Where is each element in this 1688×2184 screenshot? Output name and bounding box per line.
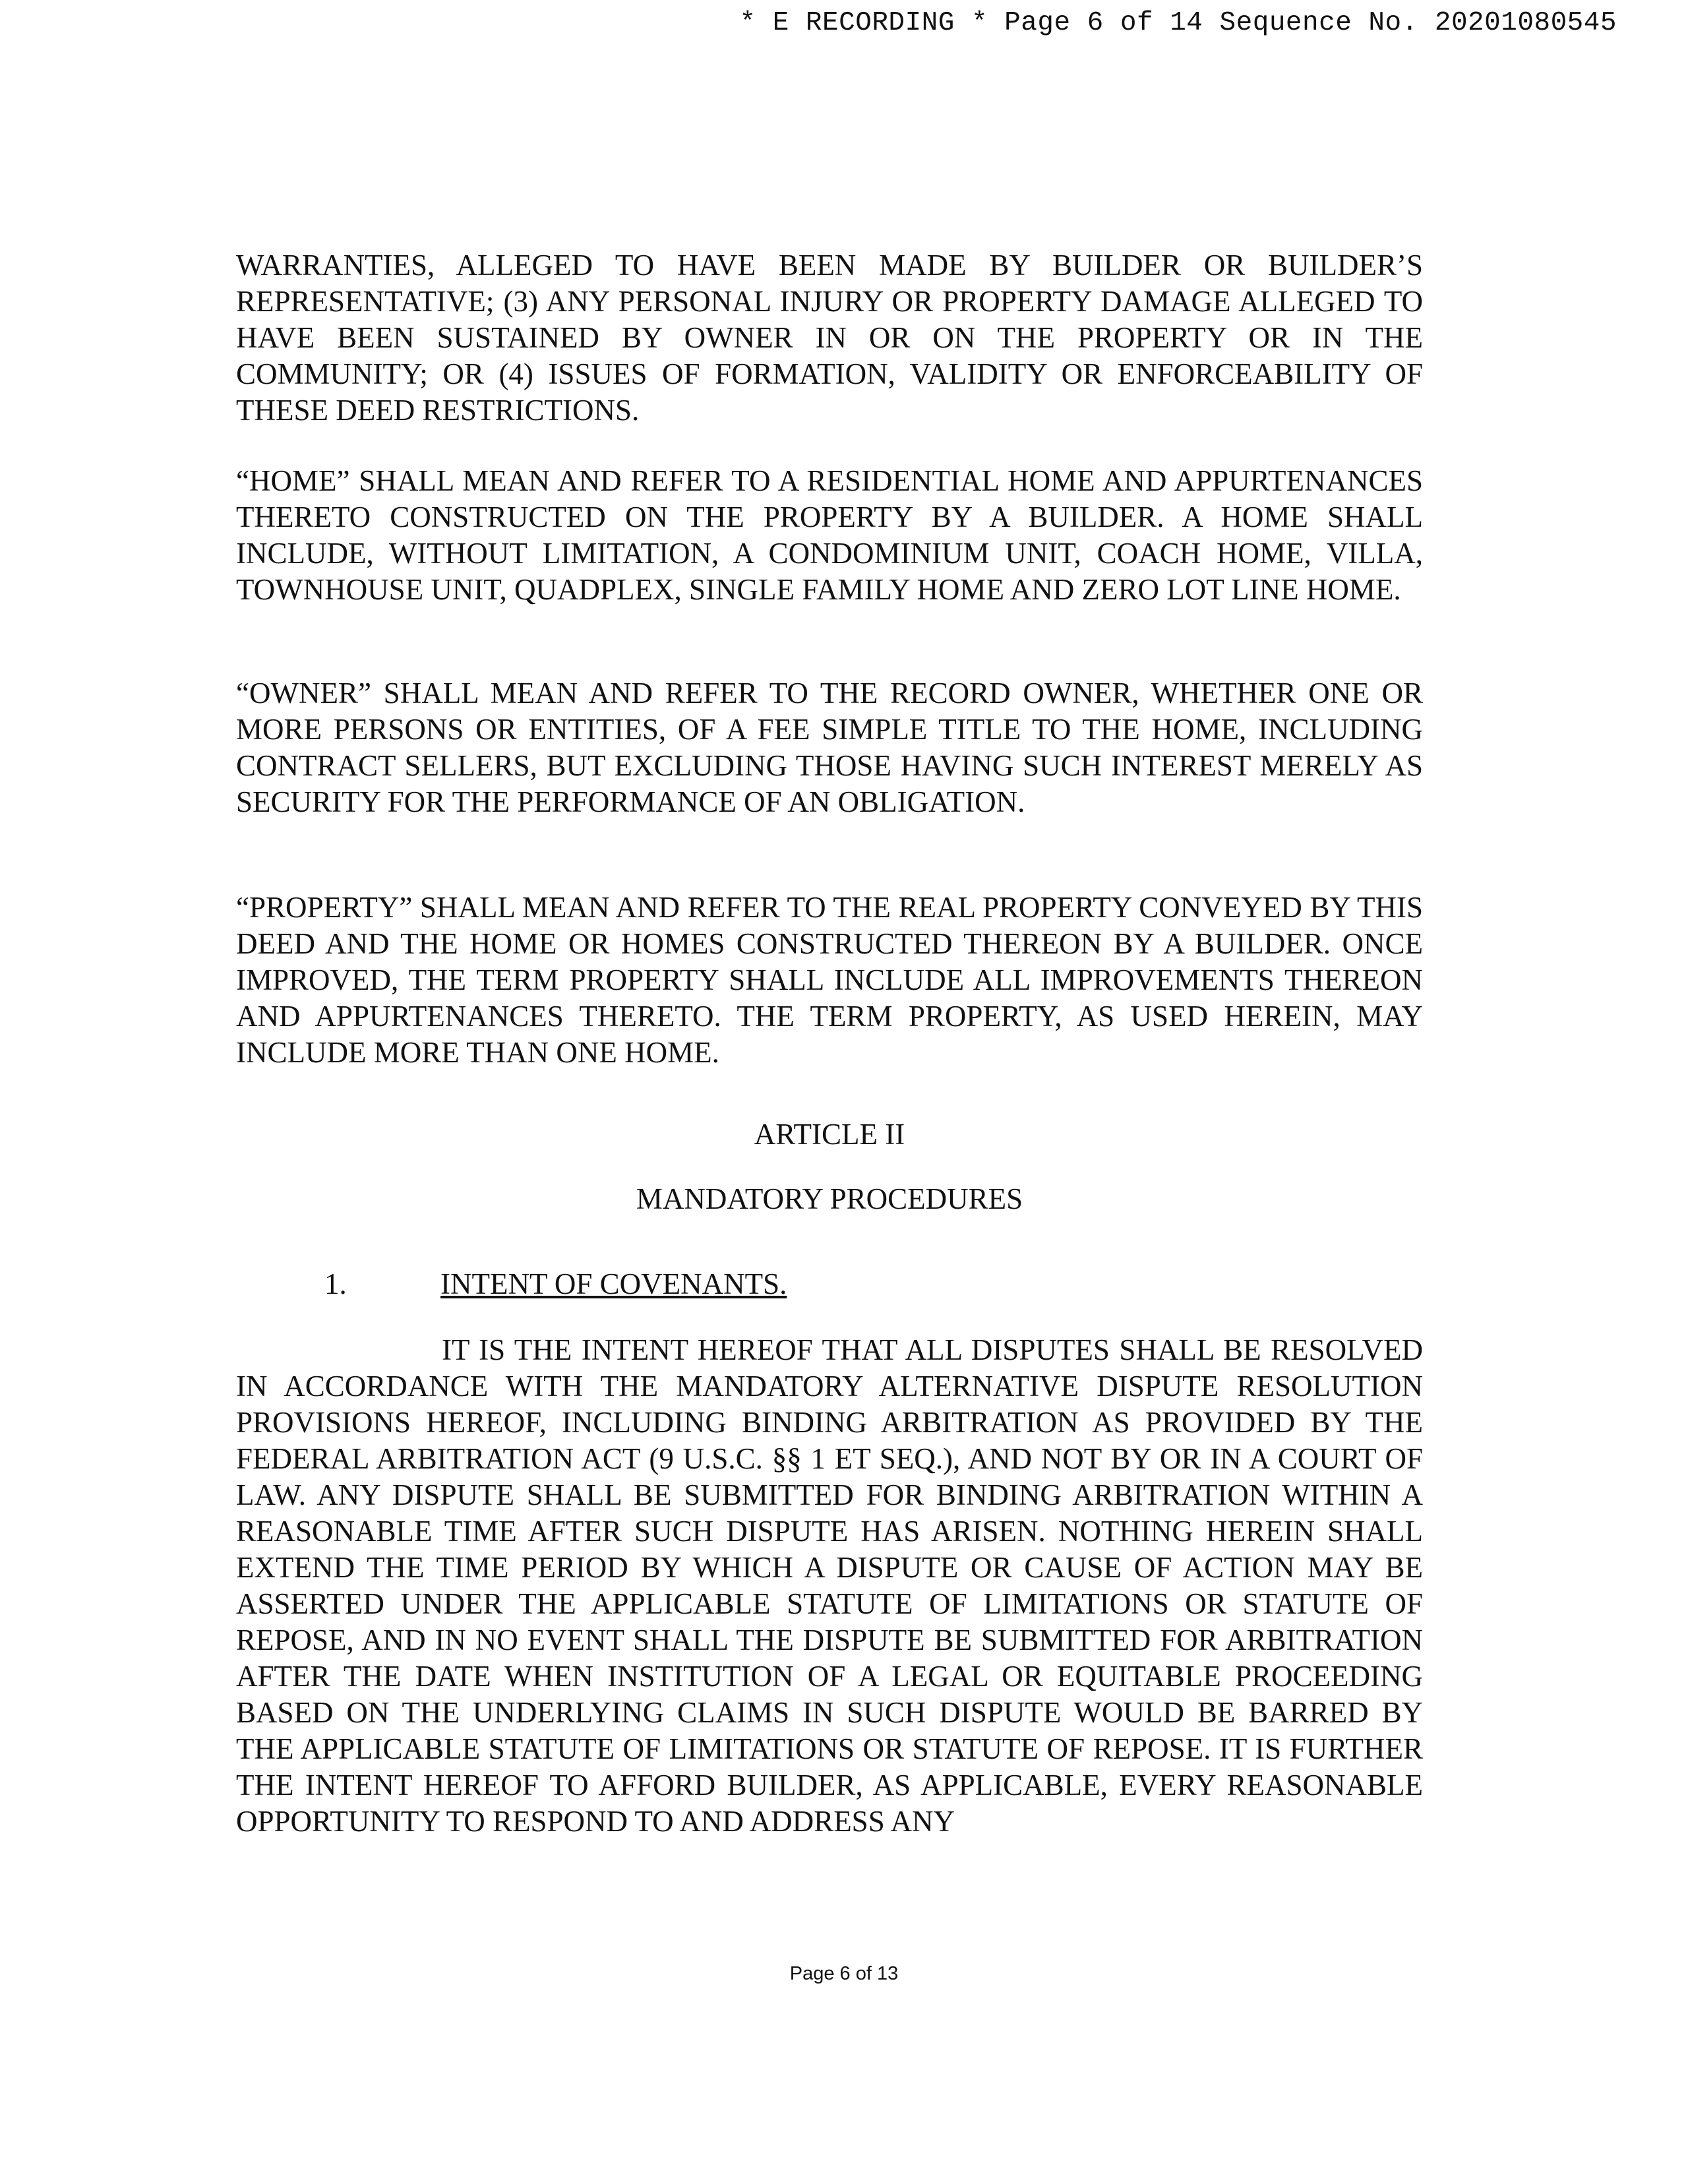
article-title: MANDATORY PROCEDURES bbox=[636, 1182, 1023, 1215]
definition-home bbox=[236, 463, 1423, 608]
article-number: ARTICLE II bbox=[754, 1118, 905, 1151]
section-number: 1. bbox=[324, 1267, 347, 1300]
definition-continuation bbox=[236, 247, 1423, 429]
definition-paragraph: “OWNER” SHALL MEAN AND REFER TO THE RECORD OWNER, WHETHER ONE OR MORE PERSONS OR ENTITIES, OF A FEE SIMPLE TITLE TO THE HOME, INCLUDING CONTRACT SELLERS, BUT EXCLUDING THOSE HAVING SUCH INTEREST MERELY AS SECURITY FOR THE PERFORMANCE OF AN OBLIGATION. bbox=[236, 677, 1423, 818]
definition-owner bbox=[236, 675, 1423, 820]
definition-paragraph: “PROPERTY” SHALL MEAN AND REFER TO THE REAL PROPERTY CONVEYED BY THIS DEED AND THE HOME OR HOMES CONSTRUCTED THEREON BY A BUILDER. ONCE IMPROVED, THE TERM PROPERTY SHALL INCLUDE ALL IMPROVEMENTS THEREON AND APPURTENANCES THERETO. THE TERM PROPERTY, AS USED HEREIN, MAY INCLUDE MORE THAN ONE HOME. bbox=[236, 891, 1423, 1069]
section-heading bbox=[324, 1266, 787, 1302]
definition-property bbox=[236, 890, 1423, 1071]
definition-paragraph: WARRANTIES, ALLEGED TO HAVE BEEN MADE BY BUILDER OR BUILDER’S REPRESENTATIVE; (3) ANY PERSONAL INJURY OR PROPERTY DAMAGE ALLEGED TO HAVE BEEN SUSTAINED BY OWNER IN OR ON THE PROPERTY OR IN THE COMMUNITY; OR (4) ISSUES OF FORMATION, VALIDITY OR ENFORCEABILITY OF THESE DEED RESTRICTIONS. bbox=[236, 249, 1423, 427]
definition-paragraph: “HOME” SHALL MEAN AND REFER TO A RESIDENTIAL HOME AND APPURTENANCES THERETO CONSTRUCTED ON THE PROPERTY BY A BUILDER. A HOME SHALL INCLUDE, WITHOUT LIMITATION, A CONDOMINIUM UNIT, COACH HOME, VILLA, TOWNHOUSE UNIT, QUADPLEX, SINGLE FAMILY HOME AND ZERO LOT LINE HOME. bbox=[236, 464, 1423, 606]
section-body-paragraph: IT IS THE INTENT HEREOF THAT ALL DISPUTES SHALL BE RESOLVED IN ACCORDANCE WITH THE MANDATORY ALTERNATIVE DISPUTE RESOLUTION PROVISIONS HEREOF, INCLUDING BINDING ARBITRATION AS PROVIDED BY THE FEDERAL ARBITRATION ACT (9 U.S.C. §§ 1 ET SEQ.), AND NOT BY OR IN A COURT OF LAW. ANY DISPUTE SHALL BE SUBMITTED FOR BINDING ARBITRATION WITHIN A REASONABLE TIME AFTER SUCH DISPUTE HAS ARISEN. NOTHING HEREIN SHALL EXTEND THE TIME PERIOD BY WHICH A DISPUTE OR CAUSE OF ACTION MAY BE ASSERTED UNDER THE APPLICABLE STATUTE OF LIMITATIONS OR STATUTE OF REPOSE, AND IN NO EVENT SHALL THE DISPUTE BE SUBMITTED FOR ARBITRATION AFTER THE DATE WHEN INSTITUTION OF A LEGAL OR EQUITABLE PROCEEDING BASED ON THE UNDERLYING CLAIMS IN SUCH DISPUTE WOULD BE BARRED BY THE APPLICABLE STATUTE OF LIMITATIONS OR STATUTE OF REPOSE. IT IS FURTHER THE INTENT HEREOF TO AFFORD BUILDER, AS APPLICABLE, EVERY REASONABLE OPPORTUNITY TO RESPOND TO AND ADDRESS ANY bbox=[236, 1333, 1423, 1838]
page-footer: Page 6 of 13 bbox=[789, 1963, 899, 1984]
recording-stamp: * E RECORDING * Page 6 of 14 Sequence No. 20201080545 bbox=[739, 8, 1617, 38]
section-title: INTENT OF COVENANTS. bbox=[440, 1267, 787, 1300]
section-body bbox=[236, 1332, 1423, 1840]
